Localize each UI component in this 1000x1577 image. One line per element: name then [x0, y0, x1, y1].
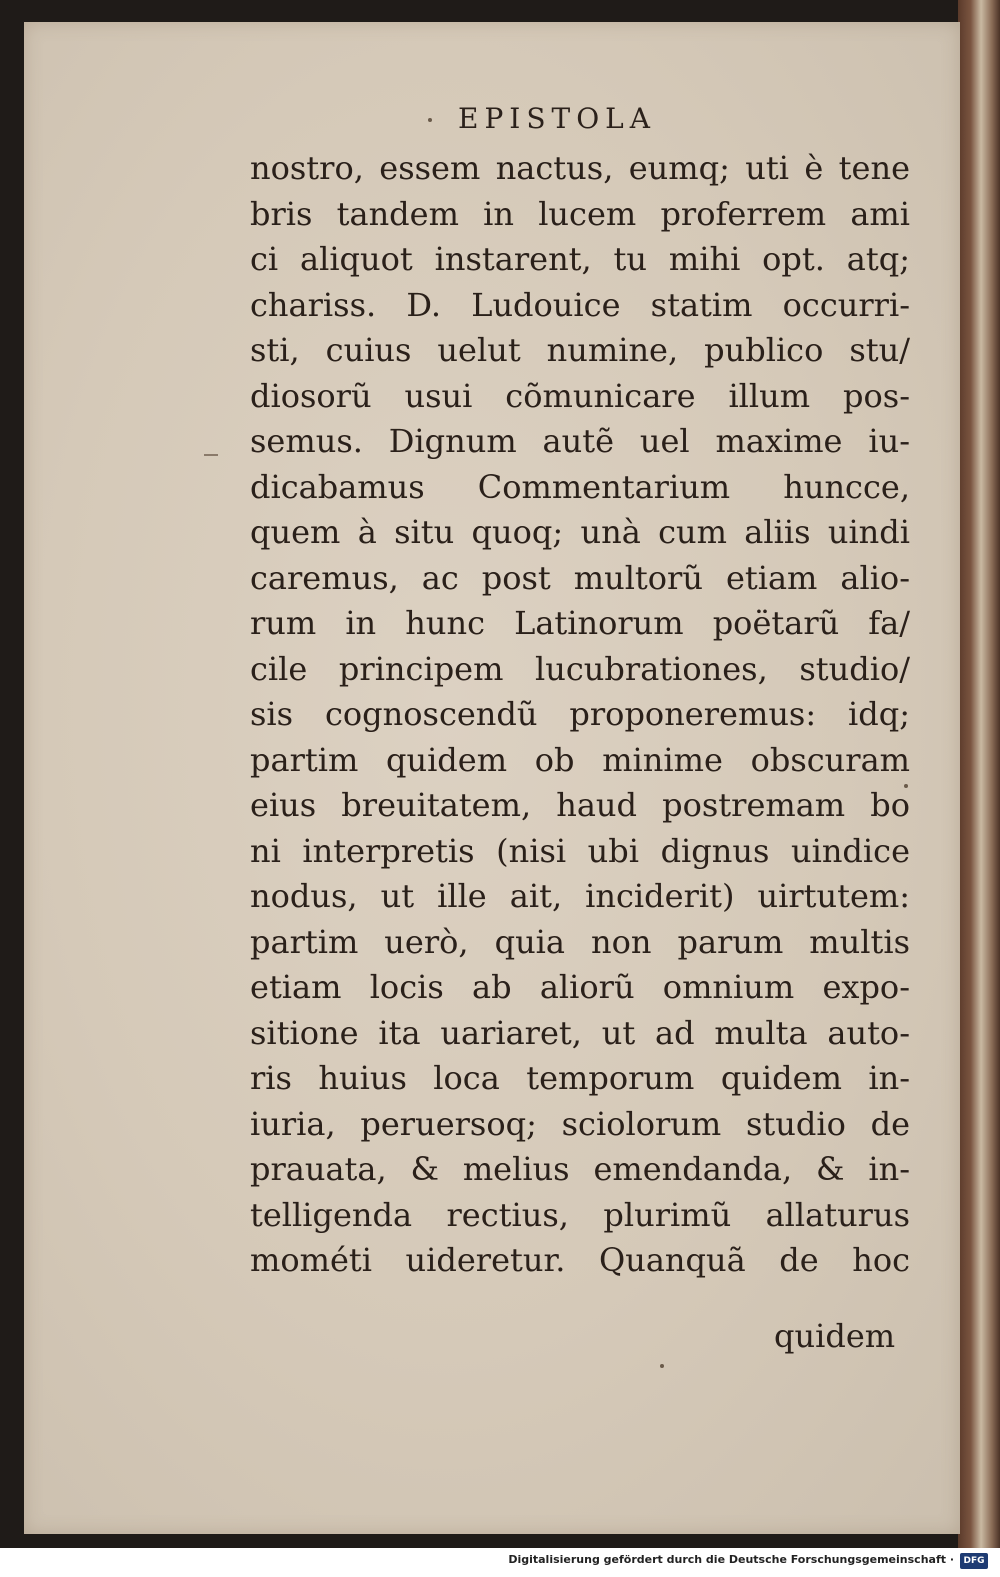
margin-mark [204, 454, 218, 456]
text-line: semus. Dignum autẽ uel maxime iu- [250, 422, 910, 460]
text-line: cile principem lucubrationes, studio/ [250, 649, 910, 688]
text-line: partim uerò, quia non parum multis [250, 922, 910, 961]
text-line: partim quidem ob minime obscuram [250, 740, 910, 779]
text-line: ci aliquot instarent, tu mihi opt. atq; [250, 240, 910, 278]
book-edge [958, 0, 1000, 1548]
footer-credit: Digitalisierung gefördert durch die Deutsche Forschungsgemeinschaft · [508, 1553, 954, 1566]
catchword: quidem [774, 1317, 896, 1355]
text-line: rum in hunc Latinorum poëtarũ fa/ [250, 604, 910, 642]
text-line: bris tandem in lucem proferrem ami [250, 194, 910, 233]
text-line: nostro, essem nactus, eumq; uti è tene [250, 149, 910, 187]
text-line: telligenda rectius, plurimũ allaturus [250, 1195, 910, 1234]
speck [660, 1364, 664, 1368]
body-text [250, 146, 950, 1284]
text-line: ris huius loca temporum quidem in- [250, 1059, 910, 1097]
text-line: dicabamus Commentarium huncce, [250, 467, 910, 506]
text-line: sti, cuius uelut numine, publico stu/ [250, 331, 910, 369]
text-line: mométi uideretur. Quanquã de hoc [250, 1241, 910, 1279]
dfg-logo: DFG [960, 1553, 988, 1569]
running-header: EPISTOLA [458, 102, 656, 135]
text-line: quem à situ quoq; unà cum aliis uindi [250, 513, 910, 551]
text-line: diosorũ usui cõmunicare illum pos- [250, 376, 910, 415]
text-line: prauata, & melius emendanda, & in- [250, 1150, 910, 1188]
text-line: nodus, ut ille ait, inciderit) uirtutem: [250, 877, 910, 915]
speck [428, 118, 432, 122]
text-line: chariss. D. Ludouice statim occurri- [250, 285, 910, 324]
text-line: iuria, peruersoq; sciolorum studio de [250, 1104, 910, 1143]
text-line: sitione ita uariaret, ut ad multa auto- [250, 1013, 910, 1052]
text-line: eius breuitatem, haud postremam bo [250, 786, 910, 824]
text-line: etiam locis ab aliorũ omnium expo- [250, 968, 910, 1006]
footer-bar [0, 1548, 1000, 1577]
book-page [24, 22, 960, 1534]
text-line: caremus, ac post multorũ etiam alio- [250, 558, 910, 597]
text-line: sis cognoscendũ proponeremus: idq; [250, 695, 910, 733]
text-line: ni interpretis (nisi ubi dignus uindice [250, 831, 910, 870]
